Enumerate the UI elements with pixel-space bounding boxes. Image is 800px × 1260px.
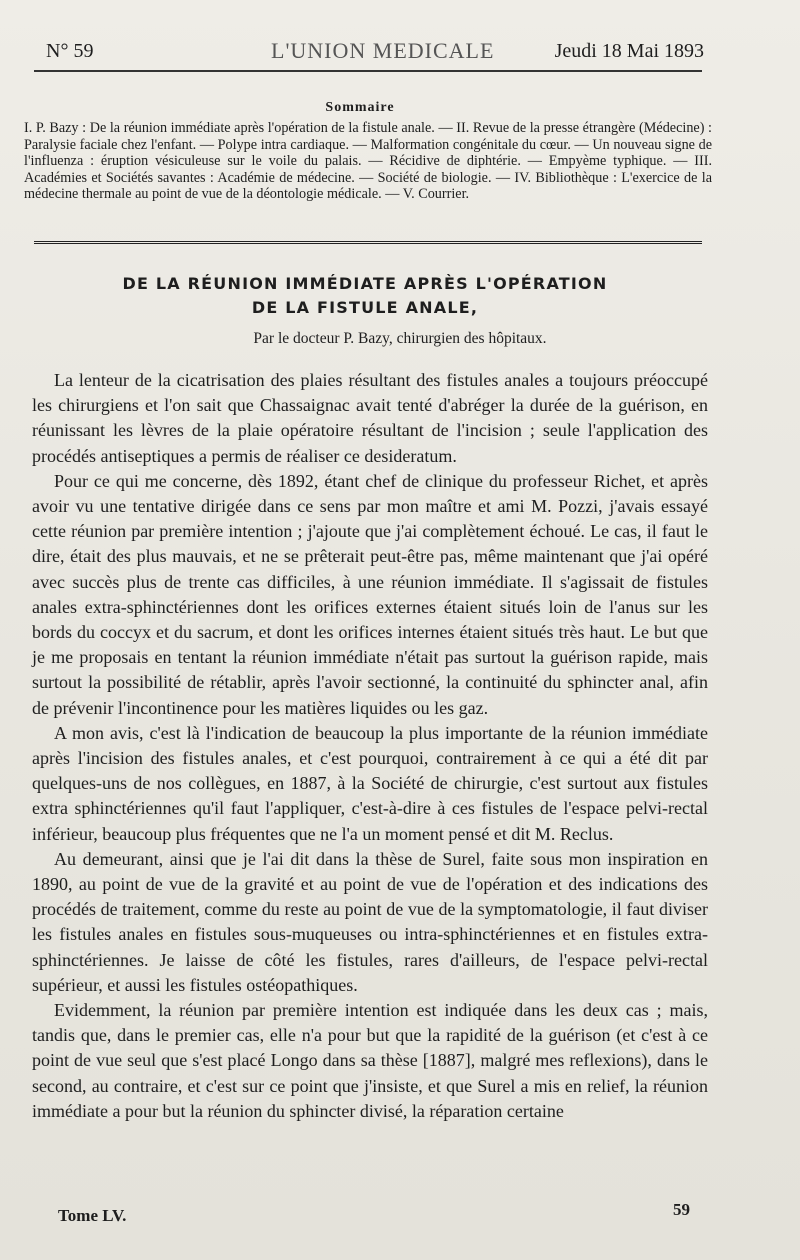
journal-title: L'UNION MEDICALE [271, 38, 495, 63]
article-title-line-1: DE LA RÉUNION IMMÉDIATE APRÈS L'OPÉRATION [122, 274, 608, 293]
paragraph: La lenteur de la cicatrisation des plaies résultant des fistules anales a toujours préoccupé les chirurgiens et l'on sait que Chassaignac avait tenté d'abréger la durée de la guérison, en réunissant les lèvres de la plaie opératoire résultant de l'incision ; seule l'application des procédés antiseptiques a permis de réaliser ce desideratum. [32, 370, 708, 466]
section-rule [34, 241, 702, 247]
paragraph: A mon avis, c'est là l'indication de beaucoup la plus importante de la réunion immédiate après l'incision des fistules anales, et c'est pourquoi, contrairement à ce qui a été dit par quelques-uns de nos collègues, en 1887, à la Société de chirurgie, c'est surtout aux fistules extra sphinctériennes qu'il faut l'appliquer, c'est-à-dire à ces fistules de l'espace pelvi-rectal inférieur, beaucoup plus fréquentes que ne l'a un moment pensé et dit M. Reclus. [32, 722, 708, 844]
article-title [60, 272, 670, 320]
paragraph: Au demeurant, ainsi que je l'ai dit dans la thèse de Surel, faite sous mon inspiration en 1890, au point de vue de la gravité et au point de vue de l'opération et des indications des procédés de traitement, comme du reste au point de vue de la symptomatologie, il faut diviser les fistules anales en fistules sous-muqueuses ou intra-sphinctériennes et en fistules extra-sphinctériennes. Je laisse de côté les fistules, rares d'ailleurs, de l'espace pelvi-rectal supérieur, et aussi les fistules ostéopathiques. [32, 848, 708, 995]
issue-date: Jeudi 18 Mai 1893 [554, 40, 704, 62]
page-header [46, 40, 704, 80]
sommaire-text: I. P. Bazy : De la réunion immédiate après l'opération de la fistule anale. — II. Revue de la presse étrangère (Médecine) : Paralysie faciale chez l'enfant. — Polype intra cardiaque. — Malformation congénitale du cœur. — Un nouveau signe de l'influenza : éruption vésiculeuse sur le voile du palais. — Récidive de diphtérie. — Empyème typhique. — III. Académies et Sociétés savantes : Académie de médecine. — Société de biologie. — IV. Bibliothèque : L'exercice de la médecine thermale au point de vue de la déontologie médicale. — V. Courrier. [24, 120, 712, 203]
page-footer [58, 1200, 690, 1232]
article-byline: Par le docteur P. Bazy, chirurgien des hôpitaux. [253, 330, 547, 347]
volume-label: Tome LV. [58, 1206, 127, 1225]
page-number: 59 [673, 1200, 690, 1219]
paragraph: Evidemment, la réunion par première intention est indiquée dans les deux cas ; mais, tandis que, dans le premier cas, elle n'a pour but que la rapidité de la guérison (et c'est à ce point de vue seul que s'est placé Longo dans sa thèse [1887], malgré mes reflexions), dans le second, au contraire, et c'est sur ce point que j'insiste, et que Surel a mis en relief, la réunion immédiate a pour but la réunion du sphincter divisé, la réparation certaine [32, 1000, 708, 1121]
issue-number: N° 59 [46, 40, 94, 62]
sommaire-title: Sommaire [325, 100, 395, 115]
header-rule [34, 70, 702, 72]
article-body [32, 368, 708, 1124]
paragraph: Pour ce qui me concerne, dès 1892, étant chef de clinique du professeur Richet, et après avoir vu une tentative dirigée dans ce sens par mon maître et ami M. Pozzi, j'avais essayé cette réunion par première intention ; j'ajoute que j'ai complètement échoué. Le cas, il faut le dire, était des plus mauvais, et ne se prêterait peut-être pas, même maintenant que j'ai opéré avec succès plus de trente cas difficiles, à une réunion immédiate. Il s'agissait de fistules anales extra-sphinctériennes dont les orifices externes étaient situés loin de l'anus sur les bords du coccyx et du sacrum, et dont les orifices internes étaient situés très haut. Le but que je me proposais en tentant la réunion immédiate n'était pas surtout la guérison rapide, mais surtout la possibilité de rétablir, après l'avoir sectionné, la continuité du sphincter anal, afin de prévenir l'incontinence pour les matières liquides ou les gaz. [32, 470, 708, 718]
article-title-line-2: DE LA FISTULE ANALE, [251, 298, 479, 317]
